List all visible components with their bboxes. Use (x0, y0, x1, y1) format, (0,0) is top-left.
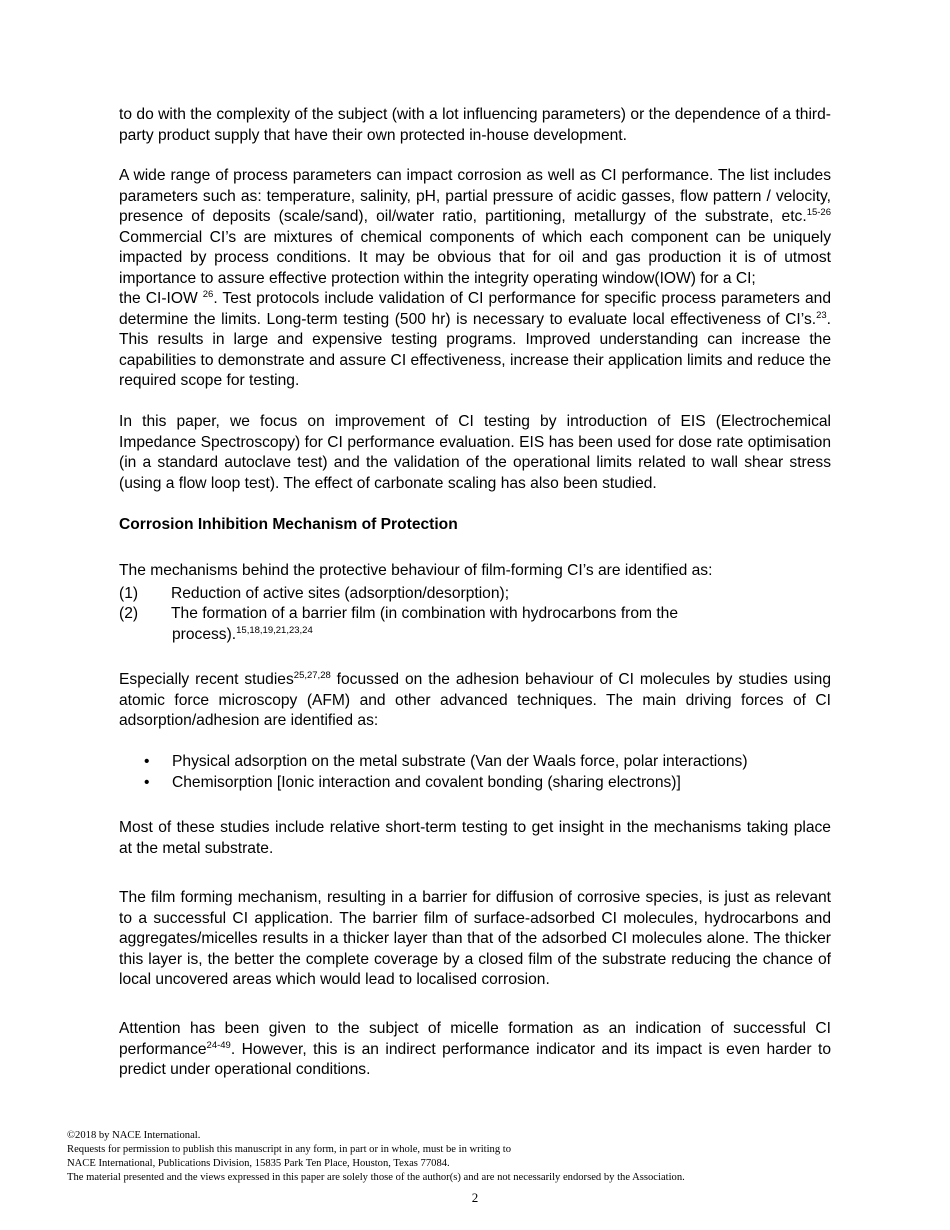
paragraph-short-term-testing: Most of these studies include relative short-term testing to get insight in the mechanisms taking place at the metal substrate. (119, 819, 831, 857)
p5-text-b: focussed on the adhesion behaviour of CI molecules by studies using atomic force microscopy (AFM) and other advanced techniques. The main driving forces of CI adsorption/adhesion are identified as: (119, 671, 831, 729)
p5-text-a: Especially recent studies (119, 671, 294, 688)
p2-text-d: . Test protocols include validation of CI performance for specific process parameters and determine the limits. Long-term testing (500 hr) is necessary to evaluate local effectiveness of CI’s. (119, 290, 831, 328)
copyright-footer (67, 1129, 685, 1185)
paragraph-mechanisms-intro: The mechanisms behind the protective behaviour of film-forming CI’s are identified as: (119, 562, 713, 579)
bullet-icon: • (144, 774, 150, 791)
footer-disclaimer: The material presented and the views expressed in this paper are solely those of the author(s) and are not necessarily endorsed by the Association. (67, 1172, 685, 1183)
paragraph-eis-focus: In this paper, we focus on improvement of CI testing by introduction of EIS (Electrochemical Impedance Spectroscopy) for CI performance evaluation. EIS has been used for dose rate optimisation (in a standard autoclave test) and the validation of the operational limits related to wall shear stress (using a flow loop test). The effect of carbonate scaling has also been studied. (119, 413, 831, 492)
p2-text-c: the CI-IOW (119, 290, 203, 307)
list-number: (2) (119, 605, 139, 622)
list-item-text: Reduction of active sites (adsorption/desorption); (171, 585, 510, 602)
bullet-text: Physical adsorption on the metal substrate (Van der Waals force, polar interactions) (172, 753, 748, 770)
paragraph-intro-continuation: to do with the complexity of the subject (with a lot influencing parameters) or the dependence of a third-party product supply that have their own protected in-house development. (119, 106, 831, 144)
reference-25-27-28: 25,27,28 (293, 670, 331, 681)
p8-text-a: Attention has been given to the subject of micelle formation as an indication of successful CI performance (119, 1020, 831, 1058)
bullet-text: Chemisorption [Ionic interaction and covalent bonding (sharing electrons)] (172, 774, 681, 791)
list-item-text: The formation of a barrier film (in combination with hydrocarbons from the (171, 605, 679, 622)
reference-23: 23 (816, 309, 827, 321)
reference-list: 15,18,19,21,23,24 (236, 625, 313, 636)
p2-text-e: . This results in large and expensive testing programs. Improved understanding can increase the capabilities to demonstrate and assure CI effectiveness, increase their application limits and reduce the required scope for testing. (119, 310, 831, 389)
footer-permission: Requests for permission to publish this manuscript in any form, in part or in whole, must be in writing to (67, 1144, 512, 1155)
bullet-icon: • (144, 753, 150, 770)
paragraph-micelle-formation (119, 1019, 831, 1081)
section-heading: Corrosion Inhibition Mechanism of Protection (119, 516, 458, 533)
p2-text-b: Commercial CI’s are mixtures of chemical components of which each component can be uniquely impacted by process conditions. It may be obvious that for oil and gas production it is of utmost importance to assure effective protection within the integrity operating window(IOW) for a CI; (119, 228, 831, 287)
footer-address: NACE International, Publications Division, 15835 Park Ten Place, Houston, Texas 77084. (67, 1158, 450, 1169)
list-item-text-continued: process). (172, 626, 237, 643)
paragraph-process-parameters (119, 166, 831, 392)
p8-text-b: . However, this is an indirect performance indicator and its impact is even harder to predict under operational conditions. (119, 1040, 831, 1078)
p2-text-a: A wide range of process parameters can impact corrosion as well as CI performance. The list includes parameters such as: temperature, salinity, pH, partial pressure of acidic gasses, flow pattern / velocity, presence of deposits (scale/sand), oil/water ratio, partitioning, metallurgy of the substrate, etc. (119, 167, 831, 225)
footer-copyright: ©2018 by NACE International. (67, 1130, 201, 1141)
reference-26: 26 (202, 289, 214, 300)
reference-15-26: 15-26 (806, 207, 831, 218)
list-number: (1) (119, 585, 139, 602)
paragraph-film-forming: The film forming mechanism, resulting in a barrier for diffusion of corrosive species, is just as relevant to a successful CI application. The barrier film of surface-adsorbed CI molecules, hydrocarbons and aggregates/micelles results in a thicker layer than that of the adsorbed CI molecules alone. The thicker this layer is, the better the complete coverage by a closed film of the substrate reducing the chance of local uncovered areas which would lead to localised corrosion. (119, 889, 831, 988)
page-number: 2 (471, 1190, 479, 1205)
paragraph-recent-studies (119, 670, 831, 732)
reference-24-49: 24-49 (206, 1039, 231, 1051)
